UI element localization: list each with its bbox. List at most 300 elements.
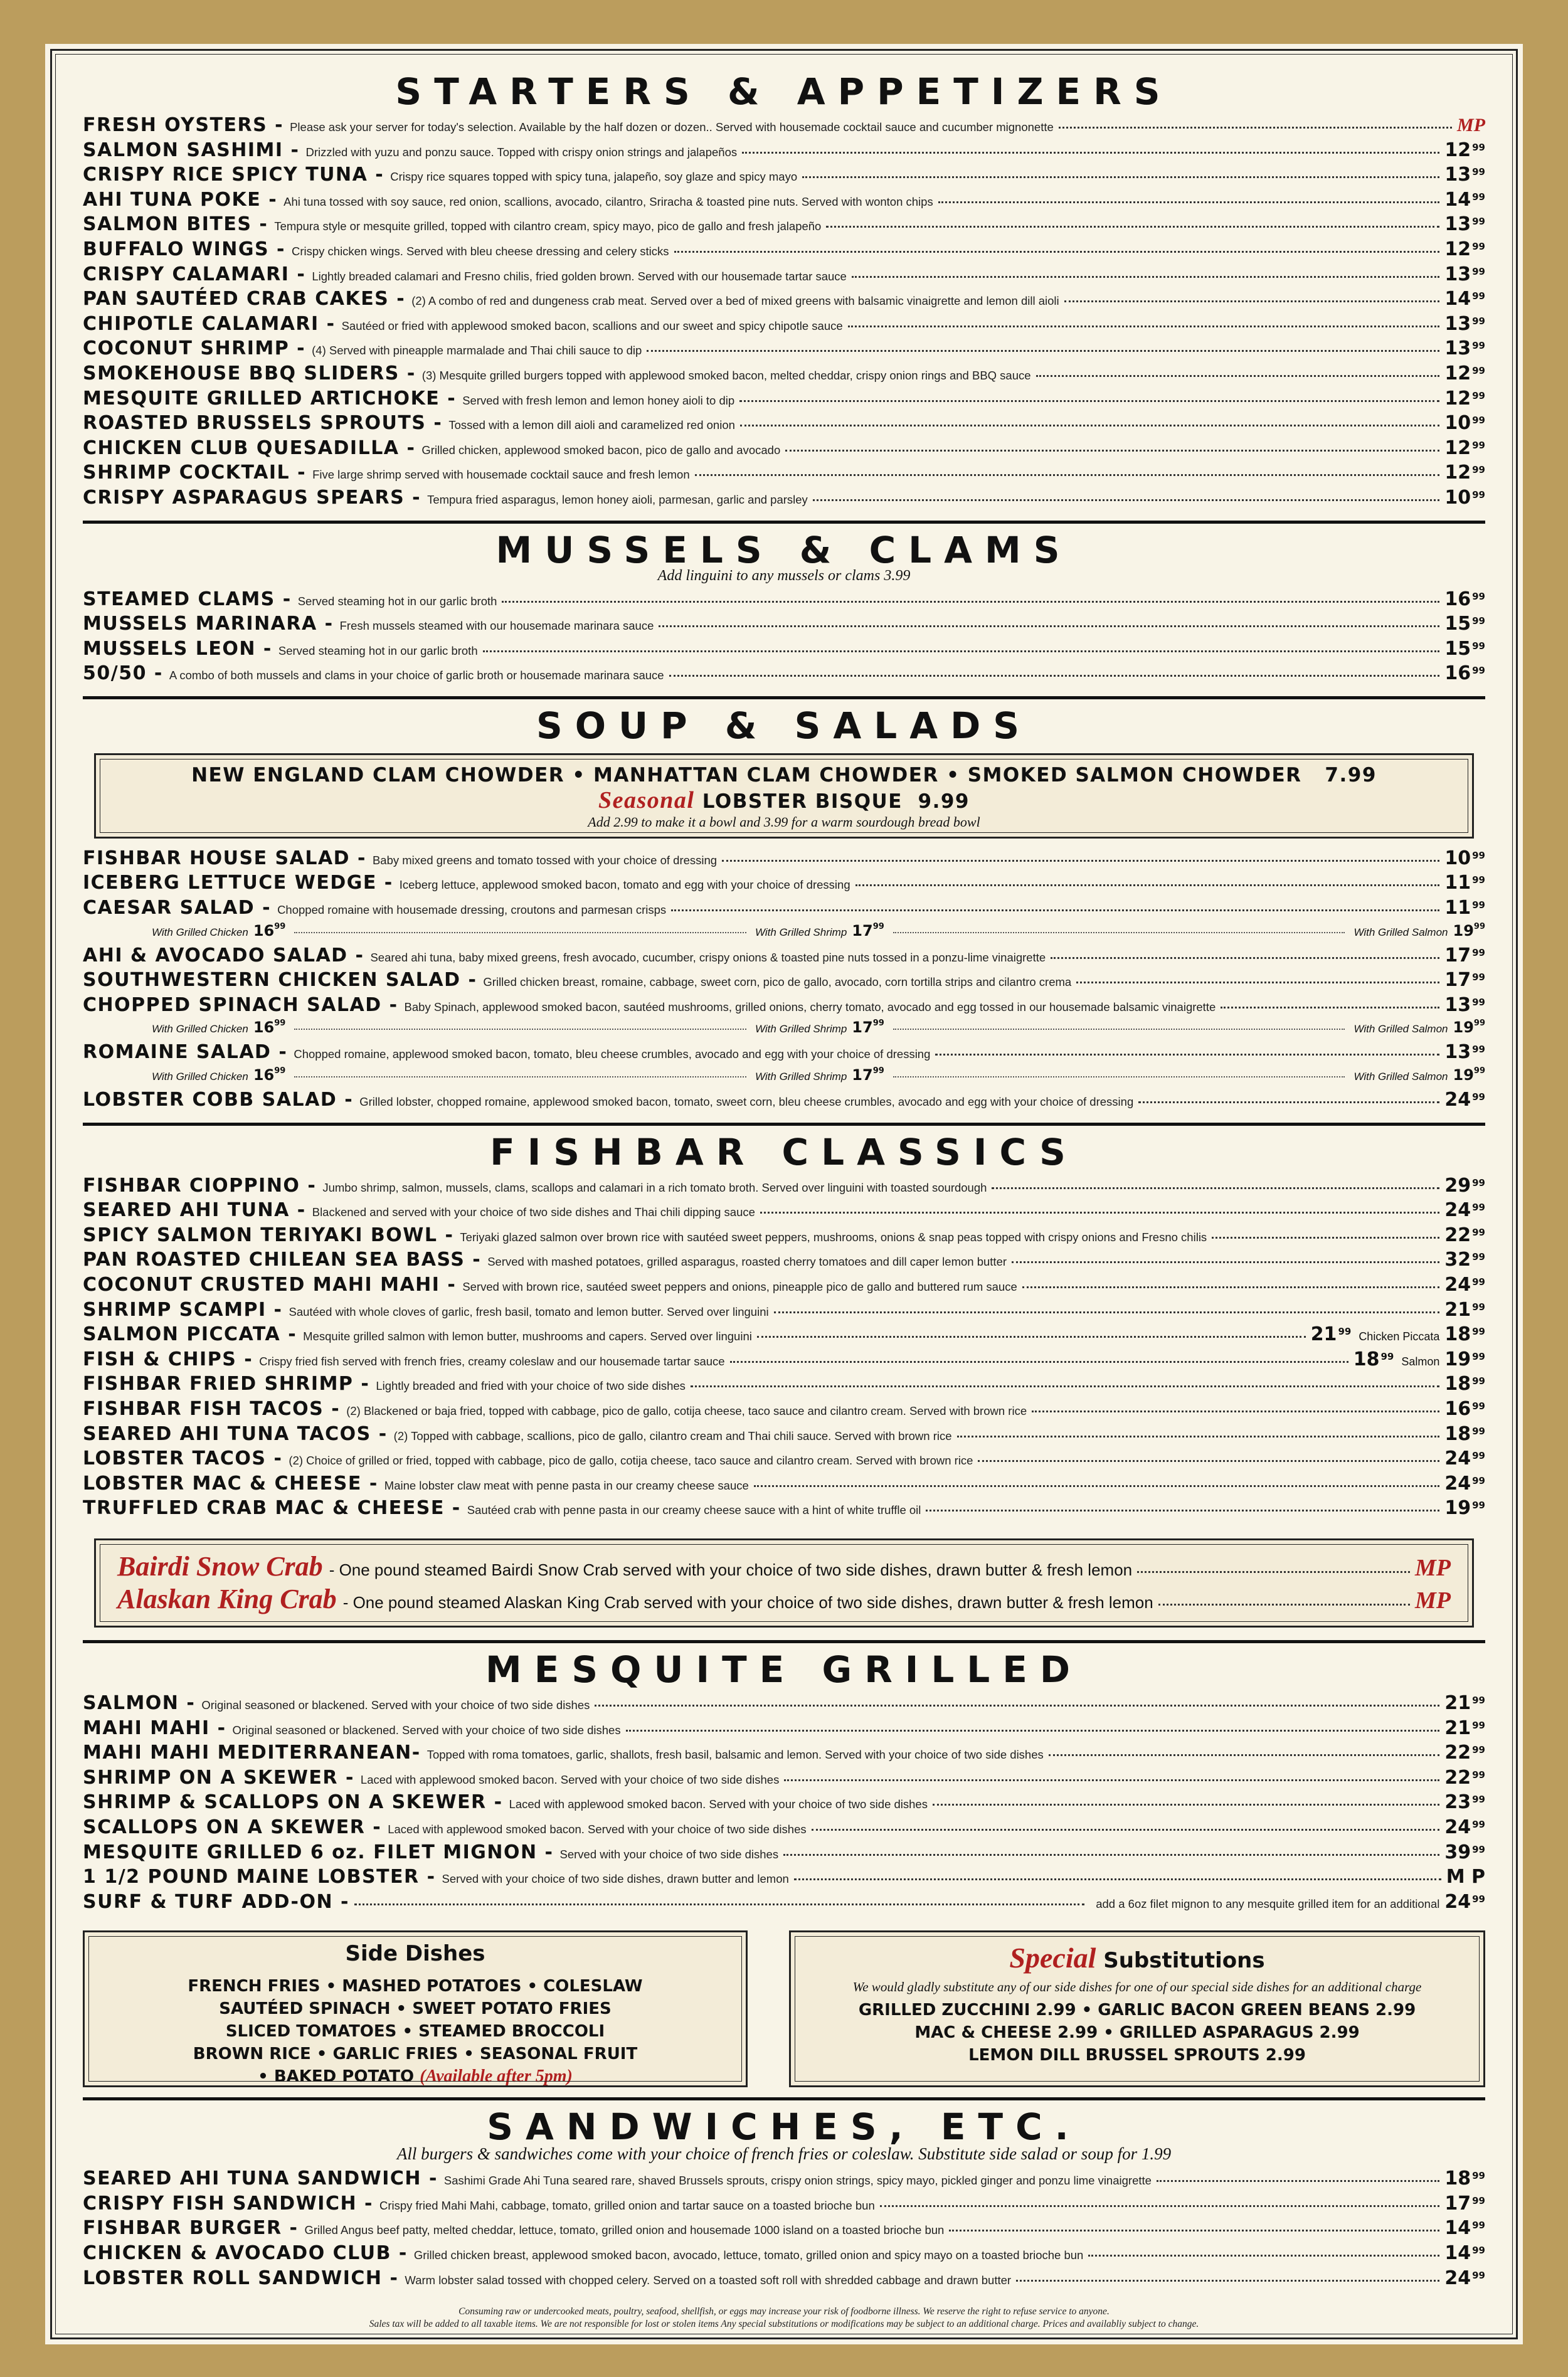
menu-item xyxy=(83,1199,1485,1224)
item-name: SURF & TURF ADD-ON - xyxy=(83,1890,350,1913)
price-cents: 99 xyxy=(1472,971,1485,983)
menu-item xyxy=(83,363,1485,388)
price-cents: 99 xyxy=(1472,1769,1485,1781)
item-name: 1 1/2 POUND MAINE LOBSTER - xyxy=(83,1866,436,1888)
dot-leader xyxy=(802,176,1439,178)
item-description: Crispy fried Mahi Mahi, cabbage, tomato, grilled onion and tartar sauce on a toasted brioche bun xyxy=(379,2198,875,2212)
item-price xyxy=(1444,1175,1485,1197)
item-price xyxy=(1444,238,1485,260)
menu-item xyxy=(83,638,1485,663)
section-divider xyxy=(83,521,1485,524)
bisque-line xyxy=(109,786,1459,814)
item-price xyxy=(1453,922,1486,940)
price-dollars: 21 xyxy=(1444,1298,1471,1321)
price-dollars: 18 xyxy=(1444,2168,1471,2190)
add-on-label: With Grilled Salmon xyxy=(1353,1023,1448,1035)
price-dollars: 13 xyxy=(1444,263,1471,285)
dot-leader xyxy=(1059,127,1452,129)
baked-potato: • BAKED POTATO xyxy=(258,2067,415,2087)
add-on-label: With Grilled Chicken xyxy=(152,1023,248,1035)
crab-description: - One pound steamed Bairdi Snow Crab served with your choice of two side dishes, drawn butter & fresh lemon xyxy=(329,1560,1133,1579)
item-description: Baby Spinach, applewood smoked bacon, sautéed mushrooms, grilled onions, cherry tomato, avocado and egg tossed in our housemade balsamic vinaigrette xyxy=(404,1000,1216,1014)
price-dollars: 19 xyxy=(1453,1019,1474,1037)
item-name: COCONUT SHRIMP - xyxy=(83,337,306,360)
item-price xyxy=(1444,189,1485,211)
soups-section xyxy=(83,703,1485,1114)
item-price xyxy=(1444,2217,1485,2239)
item-name: MAHI MAHI - xyxy=(83,1717,226,1739)
item-price xyxy=(1444,872,1485,894)
crab-price: MP xyxy=(1415,1587,1451,1614)
price-cents: 99 xyxy=(1472,1744,1485,1756)
dot-leader xyxy=(674,251,1440,253)
dot-leader xyxy=(938,201,1440,203)
item-price xyxy=(1444,613,1485,635)
item-name: ROMAINE SALAD - xyxy=(83,1041,288,1064)
price-dollars: 24 xyxy=(1444,2267,1471,2289)
dot-leader xyxy=(826,226,1439,228)
item-name: SALMON PICCATA - xyxy=(83,1323,297,1346)
item-price xyxy=(1444,1398,1485,1420)
item-price xyxy=(1444,945,1485,966)
item-description: Sashimi Grade Ahi Tuna seared rare, shaved Brussels sprouts, crispy onion strings, spicy mayo, pickled ginger and ponzu lime vinaigrette xyxy=(443,2174,1152,2188)
item-description: Maine lobster claw meat with penne pasta in our creamy cheese sauce xyxy=(384,1478,749,1492)
price-cents: 99 xyxy=(872,1019,884,1029)
price-dollars: 24 xyxy=(1444,1089,1471,1111)
sandwiches-section xyxy=(83,2104,1485,2292)
item-price xyxy=(1444,2242,1485,2264)
price-dollars: 15 xyxy=(1444,613,1471,635)
price-cents: 99 xyxy=(1473,1066,1485,1076)
salad-add-ons xyxy=(83,1019,1485,1041)
item-name: CHICKEN & AVOCADO CLUB - xyxy=(83,2242,408,2265)
price-dollars: 22 xyxy=(1444,1766,1471,1789)
price-cents: 99 xyxy=(1472,1226,1485,1238)
dot-leader xyxy=(1137,1571,1410,1573)
price-dollars: 12 xyxy=(1444,437,1471,459)
item-description: Crispy chicken wings. Served with bleu cheese dressing and celery sticks xyxy=(291,244,669,258)
item-name: SMOKEHOUSE BBQ SLIDERS - xyxy=(83,362,416,384)
price-dollars: 13 xyxy=(1444,337,1471,360)
item-name: SHRIMP COCKTAIL - xyxy=(83,462,307,484)
menu-item xyxy=(83,139,1485,164)
menu-item xyxy=(83,847,1485,872)
price-cents: 99 xyxy=(1472,1202,1485,1214)
item-description: Mesquite grilled salmon with lemon butter, mushrooms and capers. Served over linguini xyxy=(303,1330,752,1343)
menu-item xyxy=(83,1742,1485,1767)
item-description: Tossed with a lemon dill aioli and caramelized red onion xyxy=(448,418,735,432)
item-description: (2) Topped with cabbage, scallions, pico de gallo, cilantro cream and Thai chili sauce. Served with brown rice xyxy=(393,1429,952,1443)
menu-item xyxy=(83,897,1485,922)
item-description: Please ask your server for today's selection. Available by the half dozen or dozen.. Served with housemade cocktail sauce and cucumber mignonette xyxy=(290,120,1054,134)
menu-item xyxy=(83,613,1485,638)
substitutions-box xyxy=(789,1930,1485,2087)
item-price xyxy=(1444,363,1485,384)
dot-leader xyxy=(774,1311,1440,1313)
menu-item xyxy=(83,2267,1485,2292)
item-name: TRUFFLED CRAB MAC & CHEESE - xyxy=(83,1497,461,1520)
side-dishes-line: FRENCH FRIES • MASHED POTATOES • COLESLAW xyxy=(188,1977,643,1996)
dot-leader xyxy=(695,474,1440,476)
item-name: MESQUITE GRILLED 6 oz. FILET MIGNON - xyxy=(83,1841,554,1863)
item-description: (2) Choice of grilled or fried, topped with cabbage, pico de gallo, cotija cheese, taco sauce and cilantro cream. Served with brown rice xyxy=(289,1454,973,1468)
item-description: Grilled chicken, applewood smoked bacon, pico de gallo and avocado xyxy=(421,443,781,457)
dot-leader xyxy=(595,1705,1439,1707)
dot-leader xyxy=(893,1029,1345,1030)
side-dishes-title: Side Dishes xyxy=(345,1941,485,1967)
item-price xyxy=(1444,1767,1485,1789)
item-price xyxy=(1444,1497,1485,1519)
price-dollars: 16 xyxy=(253,921,275,940)
item-name: MUSSELS LEON - xyxy=(83,637,272,660)
menu-item xyxy=(83,1448,1485,1473)
substitutions-note: We would gladly substitute any of our side dishes for one of our special side dishes for an additional charge xyxy=(852,1979,1422,1995)
price-dollars: 10 xyxy=(1444,847,1471,869)
price-cents: 99 xyxy=(1472,216,1485,228)
seasonal-label: Seasonal xyxy=(598,786,695,813)
price-dollars: 22 xyxy=(1444,1742,1471,1764)
price-dollars: 13 xyxy=(1444,1041,1471,1064)
side-dishes-box xyxy=(83,1930,748,2087)
dot-leader xyxy=(730,1361,1348,1363)
item-description: Teriyaki glazed salmon over brown rice with sautéed sweet peppers, mushrooms, onions & snap peas topped with crispy onions and Fresno chilis xyxy=(460,1230,1207,1244)
item-name: CRISPY RICE SPICY TUNA - xyxy=(83,164,384,186)
dot-leader xyxy=(856,884,1440,886)
mesquite-list xyxy=(83,1692,1485,1891)
dot-leader xyxy=(754,1485,1440,1487)
crab-description: - One pound steamed Alaskan King Crab served with your choice of two side dishes, drawn butter & fresh lemon xyxy=(342,1592,1153,1612)
menu-item xyxy=(83,1224,1485,1249)
item-name: AHI & AVOCADO SALAD - xyxy=(83,944,364,966)
item-price xyxy=(1444,313,1485,335)
price-dollars: 23 xyxy=(1444,1791,1471,1814)
price-dollars: 17 xyxy=(1444,944,1471,966)
item-price xyxy=(1444,462,1485,484)
crab-panel xyxy=(94,1538,1474,1628)
price-dollars: 18 xyxy=(1444,1422,1471,1445)
price-cents: 99 xyxy=(1472,364,1485,376)
menu-item xyxy=(83,662,1485,687)
price-cents: 99 xyxy=(1472,1301,1485,1313)
item-name: 50/50 - xyxy=(83,662,163,685)
price-cents: 99 xyxy=(1472,1091,1485,1103)
price-dollars: 13 xyxy=(1444,164,1471,186)
item-name: ROASTED BRUSSELS SPROUTS - xyxy=(83,412,443,435)
price-dollars: 10 xyxy=(1444,412,1471,435)
price-cents: 99 xyxy=(1472,615,1485,627)
item-description: Served with your choice of two side dishes, drawn butter and lemon xyxy=(442,1872,789,1886)
item-description: Sautéed or fried with applewood smoked bacon, scallions and our sweet and spicy chipotle sauce xyxy=(341,319,843,332)
price-cents: 99 xyxy=(1472,1893,1485,1905)
price-cents: 99 xyxy=(1472,2170,1485,2182)
menu-page xyxy=(45,44,1523,2344)
item-price xyxy=(1444,638,1485,660)
item-name: CRISPY FISH SANDWICH - xyxy=(83,2192,373,2215)
dot-leader xyxy=(1088,2255,1439,2257)
surf-turf-row xyxy=(83,1891,1485,1916)
price-cents: 99 xyxy=(1472,191,1485,203)
item-price xyxy=(1444,1692,1485,1714)
item-name: MUSSELS MARINARA - xyxy=(83,613,334,635)
menu-item xyxy=(83,1692,1485,1717)
item-description: Tempura fried asparagus, lemon honey aioli, parmesan, garlic and parsley xyxy=(427,492,808,506)
menu-item xyxy=(83,994,1485,1019)
price-cents: 99 xyxy=(1472,1694,1485,1706)
item-description: Laced with applewood smoked bacon. Served with your choice of two side dishes xyxy=(388,1822,807,1836)
mussels-subtitle: Add linguini to any mussels or clams 3.99 xyxy=(657,567,911,584)
chowder-note: Add 2.99 to make it a bowl and 3.99 for a warm sourdough bread bowl xyxy=(588,813,980,830)
menu-item xyxy=(83,388,1485,413)
menu-content xyxy=(83,69,1485,2292)
dot-leader xyxy=(852,276,1440,278)
starters-list xyxy=(83,114,1485,512)
item-description: Served with brown rice, sautéed sweet peppers and onions, pineapple pico de gallo and buttered rum sauce xyxy=(462,1280,1017,1293)
price-cents: 99 xyxy=(274,1066,286,1076)
price-cents: 99 xyxy=(1338,1326,1352,1338)
item-price xyxy=(1444,1089,1485,1111)
menu-item xyxy=(83,189,1485,214)
price-dollars: 18 xyxy=(1353,1348,1380,1370)
price-dollars: 32 xyxy=(1444,1249,1471,1271)
price-dollars: 16 xyxy=(253,1019,275,1037)
item-price xyxy=(1311,1323,1352,1345)
crab-item xyxy=(117,1583,1451,1616)
item-name: SEARED AHI TUNA - xyxy=(83,1199,306,1222)
item-name: ICEBERG LETTUCE WEDGE - xyxy=(83,872,393,894)
item-name: SALMON SASHIMI - xyxy=(83,139,300,161)
price-dollars: 16 xyxy=(1444,662,1471,685)
item-price xyxy=(1453,1066,1486,1084)
item-price xyxy=(1444,437,1485,459)
price-dollars: 18 xyxy=(1444,1373,1471,1395)
price-dollars: 19 xyxy=(1444,1497,1471,1520)
price-cents: 99 xyxy=(1472,265,1485,277)
dot-leader xyxy=(294,1076,746,1077)
price-dollars: 24 xyxy=(1444,1472,1471,1495)
item-description: Topped with roma tomatoes, garlic, shallots, fresh basil, balsamic and lemon. Served with your choice of two side dishes xyxy=(426,1748,1044,1762)
menu-item xyxy=(83,2193,1485,2218)
price-cents: 99 xyxy=(1380,1350,1394,1362)
price-cents: 99 xyxy=(1472,996,1485,1008)
item-description: Fresh mussels steamed with our housemade marinara sauce xyxy=(339,619,654,633)
menu-item xyxy=(83,164,1485,189)
item-name: PAN ROASTED CHILEAN SEA BASS - xyxy=(83,1249,482,1271)
price-cents: 99 xyxy=(1472,1044,1485,1056)
price-dollars: 12 xyxy=(1444,387,1471,410)
add-on-label: With Grilled Shrimp xyxy=(755,1023,847,1035)
dot-leader xyxy=(1049,1754,1440,1756)
dot-leader xyxy=(893,932,1345,933)
menu-item xyxy=(83,114,1485,139)
dot-leader xyxy=(1012,1261,1439,1263)
item-name: BUFFALO WINGS - xyxy=(83,238,285,260)
item-price xyxy=(1444,1841,1485,1863)
price-dollars: 19 xyxy=(1444,1348,1471,1370)
price-cents: 99 xyxy=(1472,439,1485,451)
dot-leader xyxy=(294,1029,746,1030)
item-description: Original seasoned or blackened. Served with your choice of two side dishes xyxy=(201,1698,590,1712)
price-dollars: 18 xyxy=(1444,1323,1471,1346)
price-dollars: 14 xyxy=(1444,2242,1471,2265)
menu-item xyxy=(83,1497,1485,1522)
menu-item xyxy=(83,213,1485,238)
item-name: CRISPY ASPARAGUS SPEARS - xyxy=(83,486,421,509)
price-dollars: 11 xyxy=(1444,872,1471,894)
menu-item xyxy=(83,872,1485,897)
section-divider xyxy=(83,1640,1485,1643)
item-description: Crispy rice squares topped with spicy tuna, jalapeño, soy glaze and spicy mayo xyxy=(390,170,798,184)
item-name: SALMON - xyxy=(83,1691,196,1714)
dot-leader xyxy=(933,1804,1439,1806)
price-cents: 99 xyxy=(1472,1425,1485,1437)
item-price xyxy=(1444,1249,1485,1271)
price-cents: 99 xyxy=(1472,1375,1485,1387)
item-price xyxy=(253,922,286,940)
dot-leader xyxy=(957,1436,1440,1437)
menu-item xyxy=(83,588,1485,613)
dot-leader xyxy=(739,400,1439,402)
price-cents: 99 xyxy=(1472,290,1485,302)
item-description: Laced with applewood smoked bacon. Served with your choice of two side dishes xyxy=(509,1797,928,1811)
dot-leader xyxy=(483,650,1440,652)
menu-item xyxy=(83,2242,1485,2267)
add-on-label: With Grilled Shrimp xyxy=(755,926,847,938)
menu-item xyxy=(83,1767,1485,1792)
crab-name: Bairdi Snow Crab xyxy=(117,1550,323,1582)
price-dollars: 13 xyxy=(1444,213,1471,236)
mesquite-title: MESQUITE GRILLED xyxy=(485,1648,1083,1691)
chowder-line xyxy=(109,764,1459,786)
item-name: COCONUT CRUSTED MAHI MAHI - xyxy=(83,1274,457,1296)
crab-price: MP xyxy=(1415,1554,1451,1581)
item-price xyxy=(1444,288,1485,310)
item-name: SHRIMP & SCALLOPS ON A SKEWER - xyxy=(83,1791,503,1814)
item-name: SALMON BITES - xyxy=(83,213,268,236)
menu-item xyxy=(83,263,1485,289)
item-name: CHOPPED SPINACH SALAD - xyxy=(83,993,398,1016)
section-divider xyxy=(83,696,1485,699)
item-description: Laced with applewood smoked bacon. Served with your choice of two side dishes xyxy=(360,1772,780,1786)
item-name: LOBSTER ROLL SANDWICH - xyxy=(83,2267,399,2289)
salad-add-ons xyxy=(83,922,1485,945)
dot-leader xyxy=(740,425,1439,426)
item-description: Ahi tuna tossed with soy sauce, red onion, scallions, avocado, cilantro, Sriracha & toasted pine nuts. Served with wonton chips xyxy=(283,194,933,208)
price-dollars: 12 xyxy=(1444,238,1471,260)
price-dollars: 17 xyxy=(852,1019,873,1037)
price-dollars: 21 xyxy=(1310,1323,1337,1346)
add-on-label: With Grilled Salmon xyxy=(1353,1071,1448,1083)
dot-leader xyxy=(1157,2180,1439,2182)
dot-leader xyxy=(785,450,1439,452)
chowder-price: 7.99 xyxy=(1325,763,1377,786)
price-cents: 99 xyxy=(1472,849,1485,861)
item-description: Original seasoned or blackened. Served with your choice of two side dishes xyxy=(232,1723,621,1737)
item-description: Sautéed crab with penne pasta in our creamy cheese sauce with a hint of white truffle oil xyxy=(467,1503,921,1517)
price-dollars: 12 xyxy=(1444,362,1471,384)
substitutions-title xyxy=(803,1941,1471,1974)
price-dollars: 16 xyxy=(1444,1397,1471,1420)
dot-leader xyxy=(659,625,1439,627)
price-cents: 99 xyxy=(1472,1177,1485,1188)
bisque-name: LOBSTER BISQUE xyxy=(702,790,903,813)
price-dollars: 24 xyxy=(1444,1816,1471,1838)
price-cents: 99 xyxy=(1472,415,1485,426)
item-price xyxy=(1444,412,1485,434)
item-price xyxy=(1444,263,1485,285)
item-price xyxy=(1444,1717,1485,1739)
item-name: CRISPY CALAMARI - xyxy=(83,263,306,285)
item-name: SEARED AHI TUNA TACOS - xyxy=(83,1422,388,1445)
item-description: Served with fresh lemon and lemon honey aioli to dip xyxy=(462,393,735,407)
crab-item xyxy=(117,1550,1451,1583)
substitutions-label: Substitutions xyxy=(1103,1948,1265,1974)
price-cents: 99 xyxy=(1472,1474,1485,1486)
item-description: Jumbo shrimp, salmon, mussels, clams, scallops and calamari in a rich tomato broth. Served over linguini with toasted sourdough xyxy=(322,1180,987,1194)
item-description: Grilled lobster, chopped romaine, applewood smoked bacon, tomato, sweet corn, bleu cheese crumbles, avocado and egg with your choice of dressing xyxy=(359,1095,1134,1109)
item-description: (3) Mesquite grilled burgers topped with applewood smoked bacon, melted cheddar, crispy onion rings and BBQ sauce xyxy=(421,368,1031,382)
price-dollars: 17 xyxy=(1444,2192,1471,2215)
price-dollars: 24 xyxy=(1444,1890,1471,1913)
special-label: Special xyxy=(1009,1942,1096,1974)
item-name: PAN SAUTÉED CRAB CAKES - xyxy=(83,288,406,310)
menu-item xyxy=(83,238,1485,263)
crab-name: Alaskan King Crab xyxy=(117,1583,337,1614)
section-divider xyxy=(83,2097,1485,2100)
item-description: add a 6oz filet mignon to any mesquite grilled item for an additional xyxy=(1096,1897,1440,1910)
item-description: A combo of both mussels and clams in your choice of garlic broth or housemade marinara sauce xyxy=(169,669,664,682)
item-name: MESQUITE GRILLED ARTICHOKE - xyxy=(83,387,457,410)
item-description: Served steaming hot in our garlic broth xyxy=(297,594,497,608)
classics-section xyxy=(83,1130,1485,1628)
chowder-panel xyxy=(94,753,1474,839)
item-description: Five large shrimp served with housemade cocktail sauce and fresh lemon xyxy=(312,468,690,482)
item-name: MAHI MAHI MEDITERRANEAN- xyxy=(83,1742,421,1764)
price-cents: 99 xyxy=(1473,921,1485,931)
menu-item xyxy=(83,313,1485,338)
dot-leader xyxy=(671,909,1439,911)
dot-leader xyxy=(794,1878,1441,1880)
dot-leader xyxy=(1138,1101,1439,1103)
price-cents: 99 xyxy=(1472,1400,1485,1412)
menu-item xyxy=(83,1717,1485,1742)
menu-item xyxy=(83,1373,1485,1398)
salads-list xyxy=(83,847,1485,1114)
item-description: Lightly breaded and fried with your choice of two side dishes xyxy=(376,1379,686,1393)
side-dishes-line: SAUTÉED SPINACH • SWEET POTATO FRIES xyxy=(219,1999,612,2019)
price-cents: 99 xyxy=(872,1066,884,1076)
menu-item xyxy=(83,1791,1485,1816)
dot-leader xyxy=(1076,982,1439,983)
menu-item xyxy=(83,1175,1485,1200)
sandwiches-title: SANDWICHES, ETC. xyxy=(487,2105,1081,2149)
dot-leader xyxy=(784,1779,1439,1781)
footer-policy: Sales tax will be added to all taxable items. We are not responsible for lost or stolen items Any special substitutions or modifications may be subject to an additional charge. Prices and availabliy subject to change. xyxy=(369,2319,1199,2329)
price-cents: 99 xyxy=(1472,1500,1485,1511)
side-dishes-line: SLICED TOMATOES • STEAMED BROCCOLI xyxy=(225,2022,605,2041)
price-cents: 99 xyxy=(1472,1276,1485,1288)
item-name: FISHBAR BURGER - xyxy=(83,2217,299,2240)
side-dishes-line: BROWN RICE • GARLIC FRIES • SEASONAL FRUIT xyxy=(193,2045,638,2064)
bisque-price: 9.99 xyxy=(918,790,970,813)
item-price xyxy=(1444,1041,1485,1063)
item-description: Lightly breaded calamari and Fresno chilis, fried golden brown. Served with our housemade tartar sauce xyxy=(312,269,847,283)
mussels-list xyxy=(83,588,1485,687)
price-cents: 99 xyxy=(1472,489,1485,500)
price-dollars: 16 xyxy=(1444,588,1471,610)
dot-leader xyxy=(760,1212,1439,1214)
menu-item xyxy=(83,1423,1485,1448)
dot-leader xyxy=(1036,375,1440,377)
